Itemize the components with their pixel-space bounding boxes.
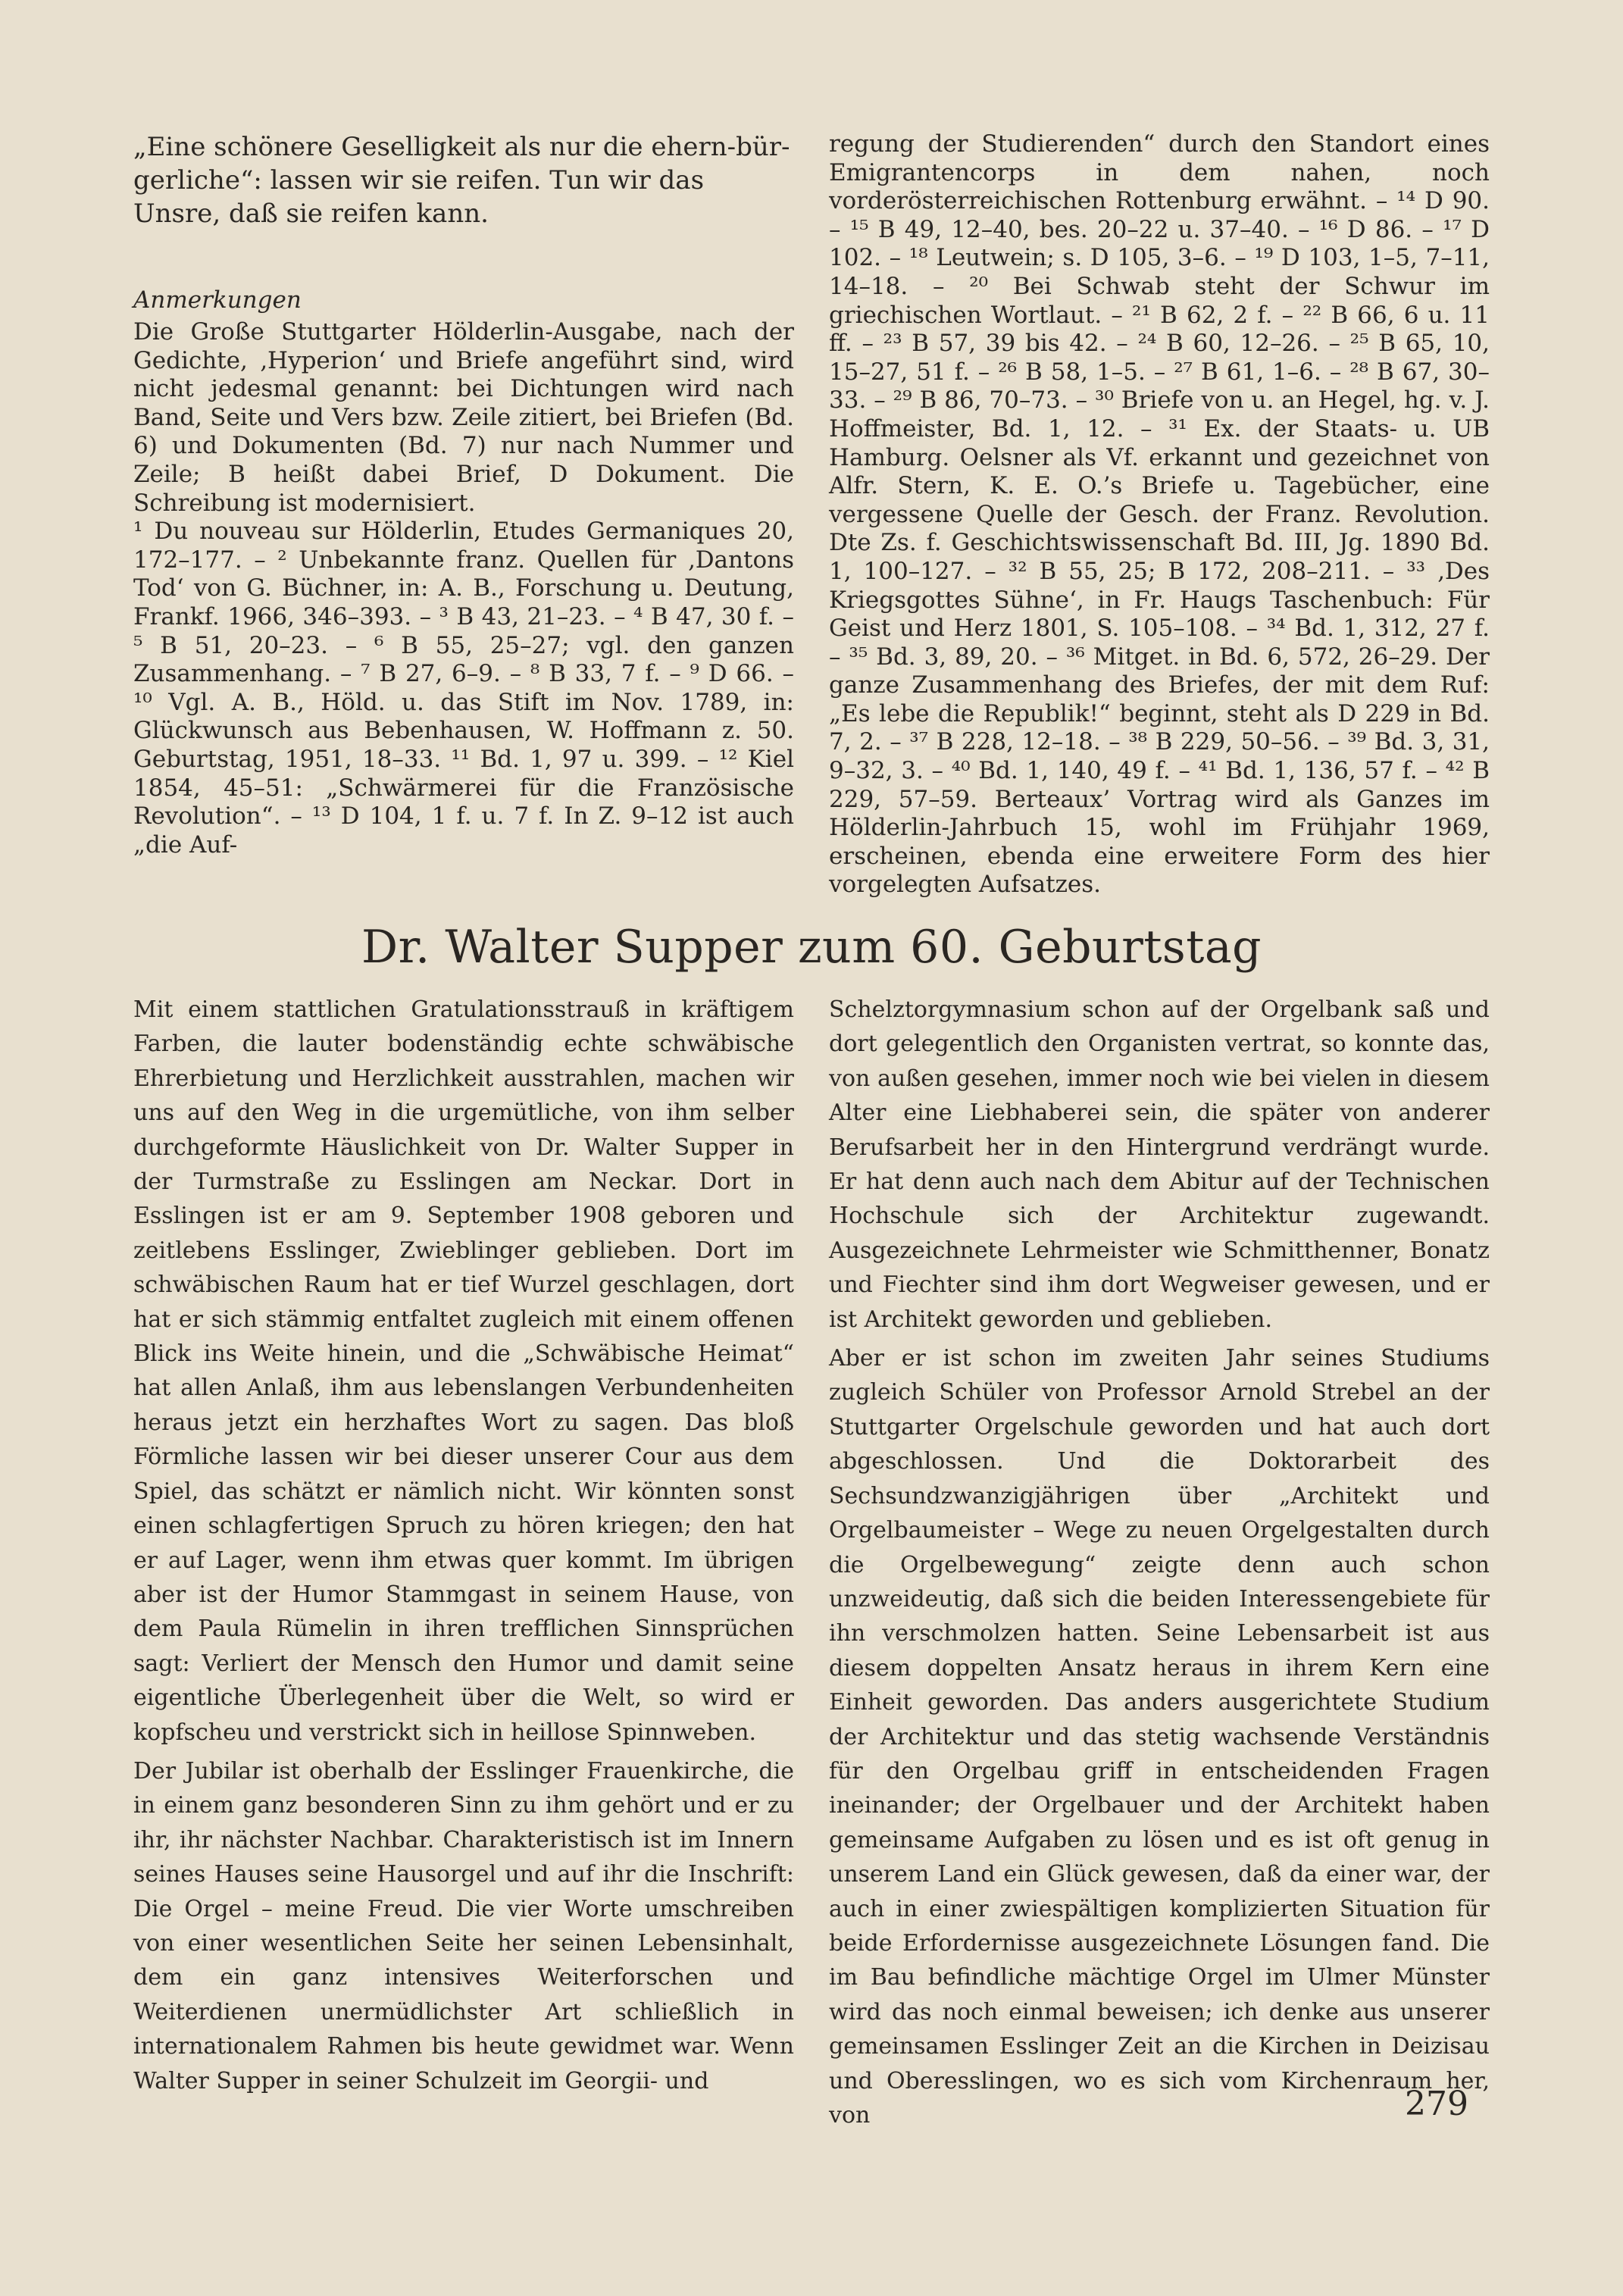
article-paragraph: Schelztorgymnasium schon auf der Orgelbank saß und dort gelegentlich den Organisten vertrat, so konnte das, von außen gesehen, immer noch wie bei vielen in diesem Alter eine Liebhaberei sein, die später von anderer Berufsarbeit her in den Hintergrund verdrängt wurde. Er hat denn auch nach dem Abitur auf der Technischen Hochschule sich der Architektur zugewandt. Ausgezeichnete Lehrmeister wie Schmitthenner, Bonatz und Fiechter sind ihm dort Wegweiser gewesen, und er ist Architekt geworden und geblieben. (829, 996, 1490, 1333)
top-right-column (829, 130, 1490, 899)
article-title: Dr. Walter Supper zum 60. Geburtstag (361, 921, 1262, 974)
article-right-column (829, 993, 1490, 2132)
article-paragraph: Der Jubilar ist oberhalb der Esslinger Frauenkirche, die in einem ganz besonderen Sinn zu ihm gehört und er zu ihr, ihr nächster Nachbar. Charakteristisch ist im Innern seines Hauses seine Hausorgel und auf ihr die Inschrift: Die Orgel – meine Freud. Die vier Worte umschreiben von einer wesentlichen Seite her seinen Lebensinhalt, dem ein ganz intensives Weiterforschen und Weiterdienen unermüdlichster Art schließlich in internationalem Rahmen bis heute gewidmet war. Wenn Walter Supper in seiner Schulzeit im Georgii- und (133, 1757, 794, 2094)
article-left-column (133, 993, 794, 2098)
notes-intro: Die Große Stuttgarter Hölderlin-Ausgabe, nach der Gedichte, ‚Hyperion‘ und Briefe angeführt sind, wird nicht jedesmal genannt: bei Dichtungen wird nach Band, Seite und Vers bzw. Zeile zitiert, bei Briefen (Bd. 6) und Dokumenten (Bd. 7) nur nach Nummer und Zeile; B heißt dabei Brief, D Dokument. Die Schreibung ist modernisiert. (133, 318, 794, 517)
article-paragraph: Aber er ist schon im zweiten Jahr seines Studiums zugleich Schüler von Professor Arnold Strebel an der Stuttgarter Orgelschule geworden und hat auch dort abgeschlossen. Und die Doktorarbeit des Sechsundzwanzigjährigen über „Architekt und Orgelbaumeister – Wege zu neuen Orgelgestalten durch die Orgelbewegung“ zeigte denn auch schon unzweideutig, daß sich die beiden Interessengebiete für ihn verschmolzen hatten. Seine Lebensarbeit ist aus diesem doppelten Ansatz heraus in ihrem Kern eine Einheit geworden. Das anders ausgerichtete Studium der Architektur und das stetig wachsende Verständnis für den Orgelbau griff in entscheidenden Fragen ineinander; der Orgelbauer und der Architekt haben gemeinsame Aufgaben zu lösen und es ist oft genug in unserem Land ein Glück gewesen, daß da einer war, der auch in einer zwiespältigen komplizierten Situation für beide Erfordernisse ausgezeichnete Lösungen fand. Die im Bau befindliche mächtige Orgel im Ulmer Münster wird das noch einmal beweisen; ich denke aus unserer gemeinsamen Esslinger Zeit an die Kirchen in Deizisau und Oberesslingen, wo es sich vom Kirchenraum her, von (829, 1345, 1490, 2129)
top-left-column (133, 130, 794, 859)
page-number: 279 (1405, 2085, 1468, 2123)
article-paragraph: Mit einem stattlichen Gratulationsstrauß in kräftigem Farben, die lauter bodenständig echte schwäbische Ehrerbietung und Herzlichkeit ausstrahlen, machen wir uns auf den Weg in die urgemütliche, von ihm selber durchgeformte Häuslichkeit von Dr. Walter Supper in der Turmstraße zu Esslingen am Neckar. Dort in Esslingen ist er am 9. September 1908 geboren und zeitlebens Esslinger, Zwieblinger geblieben. Dort im schwäbischen Raum hat er tief Wurzel geschlagen, dort hat er sich stämmig entfaltet zugleich mit einem offenen Blick ins Weite hinein, und die „Schwäbische Heimat“ hat allen Anlaß, ihm aus lebenslangen Verbundenheiten heraus jetzt ein herzhaftes Wort zu sagen. Das bloß Förmliche lassen wir bei dieser unserer Cour aus dem Spiel, das schätzt er nämlich nicht. Wir könnten sonst einen schlagfertigen Spruch zu hören kriegen; den hat er auf Lager, wenn ihm etwas quer kommt. Im übrigen aber ist der Humor Stammgast in seinem Hause, von dem Paula Rümelin in ihren trefflichen Sinnsprüchen sagt: Verliert der Mensch den Humor und damit seine eigentliche Überlegenheit über die Welt, so wird er kopfscheu und verstrickt sich in heillose Spinnweben. (133, 996, 794, 1746)
notes-heading: Anmerkungen (133, 286, 302, 314)
footnotes-left: ¹ Du nouveau sur Hölderlin, Etudes Germaniques 20, 172–177. – ² Unbekannte franz. Quellen für ‚Dantons Tod‘ von G. Büchner, in: A. B., Forschung u. Deutung, Frankf. 1966, 346–393. – ³ B 43, 21–23. – ⁴ B 47, 30 f. – ⁵ B 51, 20–23. – ⁶ B 55, 25–27; vgl. den ganzen Zusammenhang. – ⁷ B 27, 6–9. – ⁸ B 33, 7 f. – ⁹ D 66. – ¹⁰ Vgl. A. B., Höld. u. das Stift im Nov. 1789, in: Glückwunsch aus Bebenhausen, W. Hoffmann z. 50. Geburtstag, 1951, 18–33. ¹¹ Bd. 1, 97 u. 399. – ¹² Kiel 1854, 45–51: „Schwärmerei für die Französische Revolution“. – ¹³ D 104, 1 f. u. 7 f. In Z. 9–12 ist auch „die Auf- (133, 518, 794, 859)
footnotes-right: regung der Studierenden“ durch den Standort eines Emigrantencorps in dem nahen, noch vorderösterreichischen Rottenburg erwähnt. – ¹⁴ D 90. – ¹⁵ B 49, 12–40, bes. 20–22 u. 37–40. – ¹⁶ D 86. – ¹⁷ D 102. – ¹⁸ Leutwein; s. D 105, 3–6. – ¹⁹ D 103, 1–5, 7–11, 14–18. – ²⁰ Bei Schwab steht der Schwur im griechischen Wortlaut. – ²¹ B 62, 2 f. – ²² B 66, 6 u. 11 ff. – ²³ B 57, 39 bis 42. – ²⁴ B 60, 12–26. – ²⁵ B 65, 10, 15–27, 51 f. – ²⁶ B 58, 1–5. – ²⁷ B 61, 1–6. – ²⁸ B 67, 30–33. – ²⁹ B 86, 70–73. – ³⁰ Briefe von u. an Hegel, hg. v. J. Hoffmeister, Bd. 1, 12. – ³¹ Ex. der Staats- u. UB Hamburg. Oelsner als Vf. erkannt und gezeichnet von Alfr. Stern, K. E. O.’s Briefe u. Tagebücher, eine vergessene Quelle der Gesch. der Franz. Revolution. Dte Zs. f. Geschichtswissenschaft Bd. III, Jg. 1890 Bd. 1, 100–127. – ³² B 55, 25; B 172, 208–211. – ³³ ‚Des Kriegsgottes Sühne‘, in Fr. Haugs Taschenbuch: Für Geist und Herz 1801, S. 105–108. – ³⁴ Bd. 1, 312, 27 f. – ³⁵ Bd. 3, 89, 20. – ³⁶ Mitget. in Bd. 6, 572, 26–29. Der ganze Zusammenhang des Briefes, der mit dem Ruf: „Es lebe die Republik!“ beginnt, steht als D 229 in Bd. 7, 2. – ³⁷ B 228, 12–18. – ³⁸ B 229, 50–56. – ³⁹ Bd. 3, 31, 9–32, 3. – ⁴⁰ Bd. 1, 140, 49 f. – ⁴¹ Bd. 1, 136, 57 f. – ⁴² B 229, 57–59. Berteaux’ Vortrag wird als Ganzes im Hölderlin-Jahrbuch 15, wohl im Frühjahr 1969, erscheinen, ebenda eine erweitere Form des hier vorgelegten Aufsatzes. (829, 130, 1490, 899)
essay-closing-text: „Eine schönere Geselligkeit als nur die ehern-bürgerliche“: lassen wir sie reifen. Tun wir das Unsre, daß sie reifen kann. (133, 132, 790, 229)
